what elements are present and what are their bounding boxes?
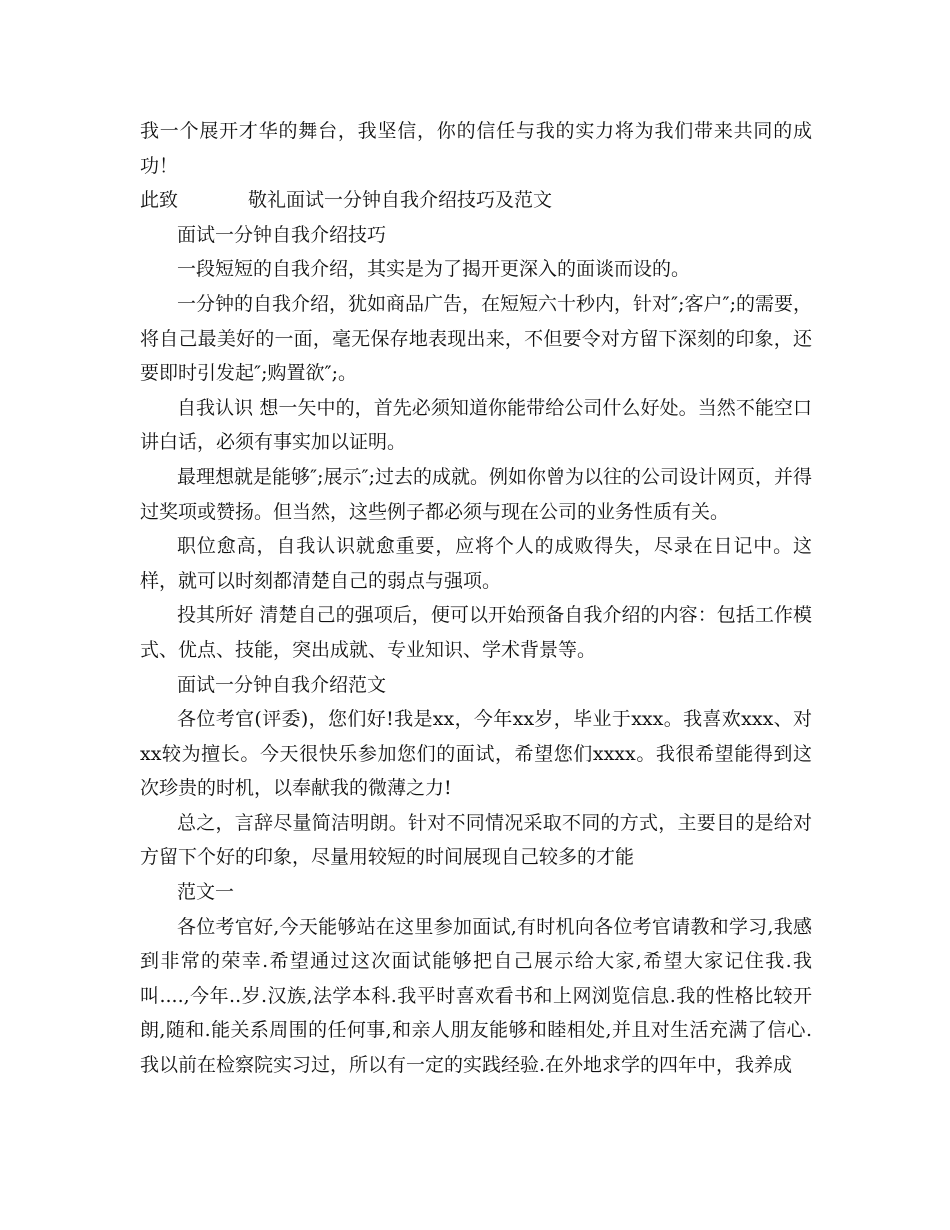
- paragraph-tips-6: 投其所好 清楚自己的强项后，便可以开始预备自我介绍的内容：包括工作模式、优点、技能，突出成就、专业知识、学术背景等。: [140, 604, 812, 661]
- closing-left: 此致: [140, 189, 179, 212]
- paragraph-sample-2: 总之，言辞尽量简洁明朗。针对不同情况采取不同的方式，主要目的是给对方留下个好的印象，尽量用较短的时间展现自己较多的才能: [140, 811, 812, 869]
- document-body: [140, 114, 812, 1083]
- paragraph-tips-1: 一段短短的自我介绍，其实是为了揭开更深入的面谈而设的。: [177, 258, 691, 281]
- closing-line: [140, 183, 812, 218]
- sample-heading: 面试一分钟自我介绍范文: [177, 673, 387, 696]
- paragraph-intro-end: 我一个展开才华的舞台，我坚信，你的信任与我的实力将为我们带来共同的成功！: [140, 120, 812, 177]
- paragraph-sample-1: 各位考官(评委)，您们好!我是xx，今年xx岁，毕业于xxx。我喜欢xxx、对xx较为擅长。今天很快乐参加您们的面试，希望您们xxxx。我很希望能得到这次珍贵的时机，以奉献我的微薄之力!: [140, 708, 812, 800]
- tips-heading: 面试一分钟自我介绍技巧: [177, 223, 387, 246]
- paragraph-example-1: 各位考官好,今天能够站在这里参加面试,有时机向各位考官请教和学习,我感到非常的荣幸.希望通过这次面试能够把自己展示给大家,希望大家记住我.我叫....,今年..岁.汉族,法学本科.我平时喜欢看书和上网浏览信息.我的性格比较开朗,随和.能关系周围的任何事,和亲人朋友能够和睦相处,并且对生活充满了信心.我以前在检察院实习过，所以有一定的实践经验.在外地求学的四年中，我养成: [140, 915, 812, 1077]
- example-heading: 范文一: [177, 881, 235, 904]
- paragraph-tips-5: 职位愈高，自我认识就愈重要，应将个人的成败得失，尽录在日记中。这样，就可以时刻都清楚自己的弱点与强项。: [140, 535, 812, 592]
- paragraph-tips-4: 最理想就是能够″;展示″;过去的成就。例如你曾为以往的公司设计网页，并得过奖项或赞扬。但当然，这些例子都必须与现在公司的业务性质有关。: [140, 465, 812, 523]
- paragraph-tips-3: 自我认识 想一矢中的，首先必须知道你能带给公司什么好处。当然不能空口讲白话，必须有事实加以证明。: [140, 396, 812, 454]
- closing-right: 敬礼面试一分钟自我介绍技巧及范文: [248, 189, 553, 212]
- paragraph-tips-2: 一分钟的自我介绍，犹如商品广告，在短短六十秒内，针对″;客户″;的需要，将自己最美好的一面，毫无保存地表现出来，不但要令对方留下深刻的印象，还要即时引发起″;购置欲″;。: [140, 292, 812, 385]
